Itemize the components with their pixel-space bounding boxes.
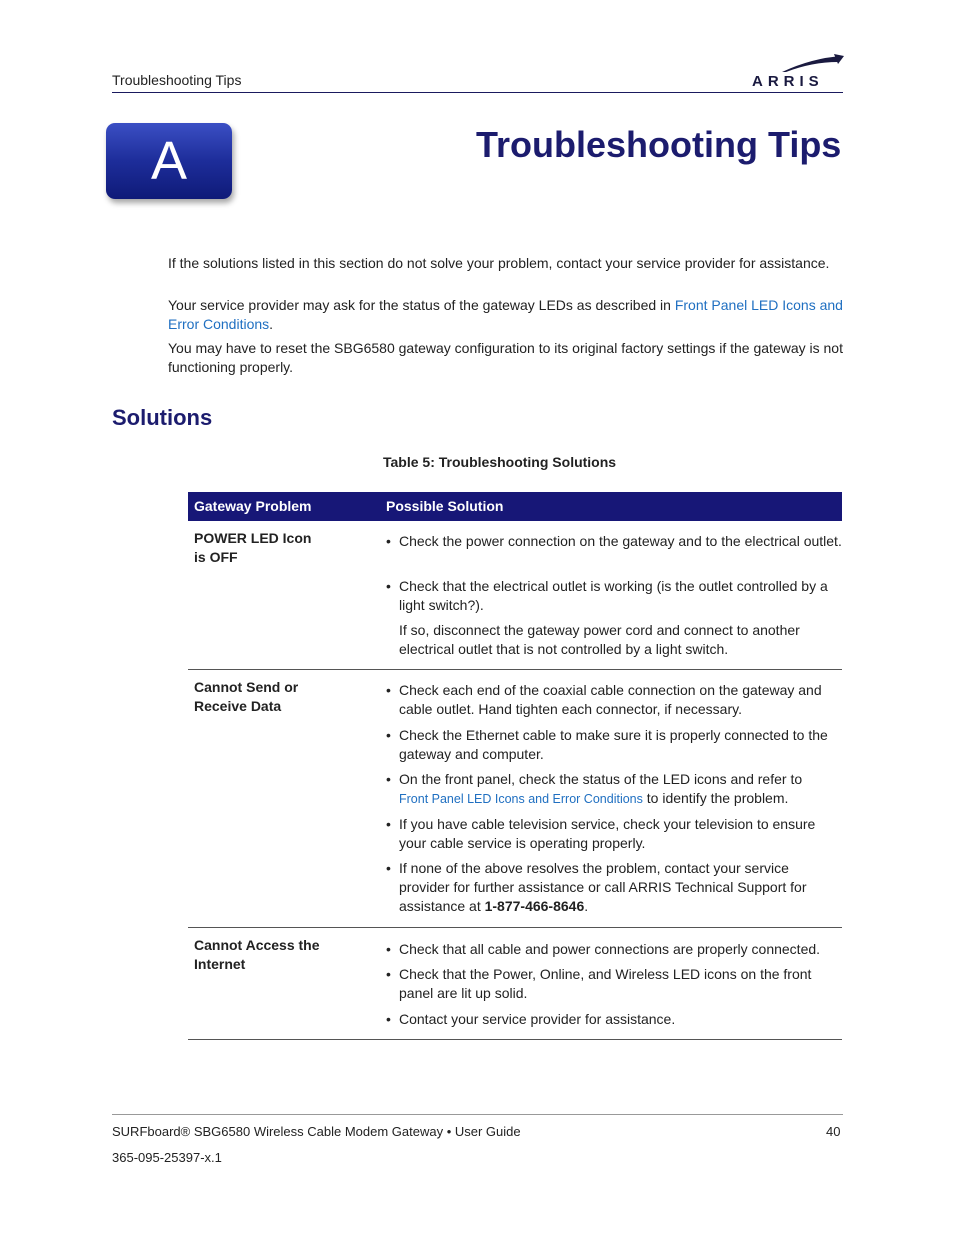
logo-text: ARRIS bbox=[752, 73, 824, 90]
solution-note: If so, disconnect the gateway power cord and connect to another electrical outlet that is not controlled by a light switch. bbox=[399, 622, 800, 657]
row-divider bbox=[188, 669, 842, 670]
problem-send-receive bbox=[194, 678, 354, 716]
solution-item: • Check that the electrical outlet is working (is the outlet controlled by a light switch?). bbox=[386, 578, 828, 613]
footer-divider bbox=[112, 1114, 843, 1115]
header-divider bbox=[112, 92, 843, 93]
row-divider bbox=[188, 1039, 842, 1040]
page-title: Troubleshooting Tips bbox=[476, 124, 842, 165]
led-icons-table-link[interactable]: Front Panel LED Icons and Error Conditions bbox=[399, 792, 643, 806]
led-icons-link[interactable]: Front Panel LED Icons and Error Conditions bbox=[168, 297, 843, 332]
intro-paragraph-2 bbox=[168, 296, 843, 334]
solution-item: • If none of the above resolves the problem, contact your service provider for further assistance or call ARRIS Technical Support for assistance at 1-877-466-8646. bbox=[386, 860, 807, 914]
problem-line: POWER LED Icon bbox=[194, 530, 312, 546]
row-divider bbox=[188, 927, 842, 928]
document-id: 365-095-25397-x.1 bbox=[112, 1150, 222, 1165]
problem-line: Receive Data bbox=[194, 698, 282, 714]
running-header: Troubleshooting Tips bbox=[112, 72, 242, 88]
intro-paragraph-3: You may have to reset the SBG6580 gateway configuration to its original factory settings if the gateway is not functioning properly. bbox=[168, 340, 843, 375]
column-header-problem: Gateway Problem bbox=[194, 498, 312, 514]
solution-item: • Check that the Power, Online, and Wireless LED icons on the front panel are lit up solid. bbox=[386, 966, 812, 1001]
intro-paragraph-1: If the solutions listed in this section do not solve your problem, contact your service provider for assistance. bbox=[168, 255, 830, 271]
solution-item: • Contact your service provider for assistance. bbox=[386, 1011, 676, 1027]
footer-title: SURFboard® SBG6580 Wireless Cable Modem Gateway • User Guide bbox=[112, 1124, 521, 1139]
arris-logo bbox=[752, 52, 844, 92]
support-phone: 1-877-466-8646 bbox=[484, 898, 585, 914]
solution-item: • Check each end of the coaxial cable connection on the gateway and cable outlet. Hand tighten each connector, if necessary. bbox=[386, 682, 822, 717]
chapter-letter-badge: A bbox=[106, 123, 232, 199]
intro-p2-end: . bbox=[269, 316, 274, 332]
solution-item: • Check the power connection on the gateway and to the electrical outlet. bbox=[386, 533, 842, 549]
problem-power-led bbox=[194, 529, 354, 567]
problem-internet-access bbox=[194, 936, 354, 974]
section-title: Solutions bbox=[112, 405, 213, 430]
solution-item: • On the front panel, check the status of the LED icons and refer to Front Panel LED Icons and Error Conditions to identify the problem. bbox=[386, 771, 803, 806]
column-header-solution: Possible Solution bbox=[386, 498, 504, 514]
table-header bbox=[188, 492, 842, 521]
intro-p2-text: Your service provider may ask for the status of the gateway LEDs as described in bbox=[168, 297, 675, 313]
solution-item: • Check the Ethernet cable to make sure it is properly connected to the gateway and computer. bbox=[386, 727, 828, 762]
problem-line: Cannot Send or bbox=[194, 679, 299, 695]
solution-item: • If you have cable television service, check your television to ensure your cable service is operating properly. bbox=[386, 816, 816, 851]
problem-line: Cannot Access the bbox=[194, 937, 320, 953]
problem-line: is OFF bbox=[194, 549, 238, 565]
table-caption: Table 5: Troubleshooting Solutions bbox=[383, 454, 617, 470]
solution-item: • Check that all cable and power connections are properly connected. bbox=[386, 941, 821, 957]
page-number: 40 bbox=[826, 1124, 841, 1139]
problem-line: Internet bbox=[194, 956, 246, 972]
